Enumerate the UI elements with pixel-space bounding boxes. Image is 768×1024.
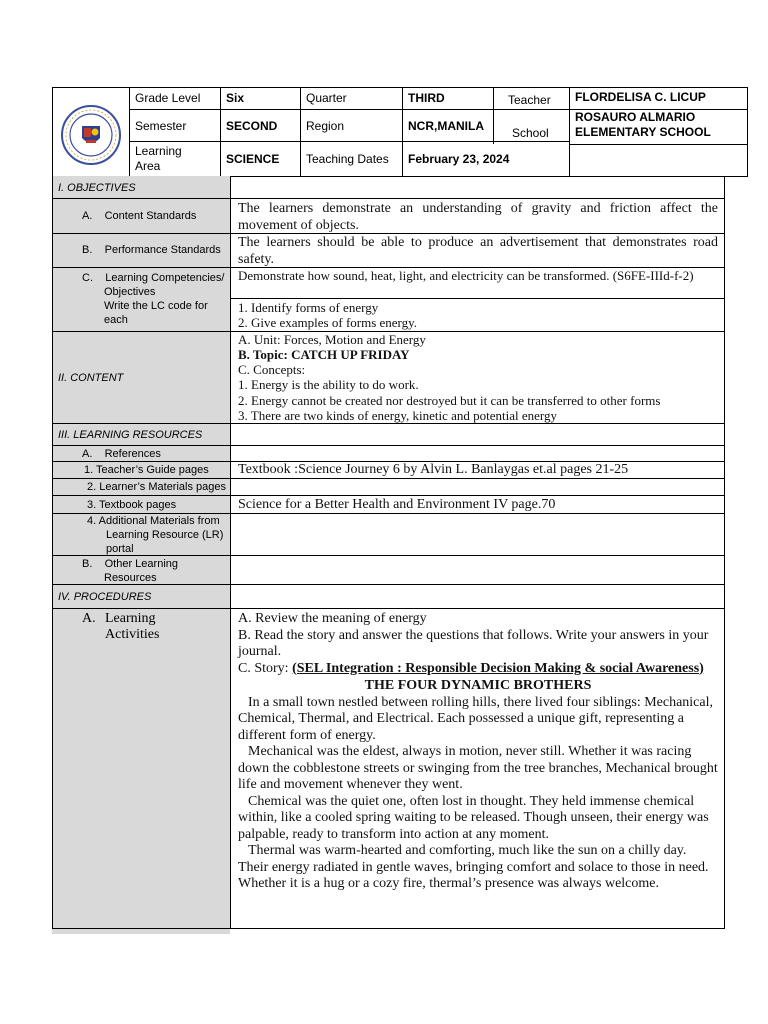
additional-label-3: portal [106,543,134,555]
textbook-value: Science for a Better Health and Environment IV page.70 [238,497,556,512]
school-value: ROSAURO ALMARIO ELEMENTARY SCHOOL [575,110,711,139]
other-resources-label-1: B. Other Learning [82,558,178,570]
story-paragraph-3: Chemical was the quiet one, often lost in thought. They held immense chemical within, like a cooled spring waiting to be released. Though unseen, their energy was palpable, ready to transform into action at any moment. [238,793,709,842]
story-prefix: C. Story: [238,660,293,676]
review-step: A. Review the meaning of energy [238,611,427,626]
resources-heading: III. LEARNING RESOURCES [58,429,203,441]
semester-label: Semester [135,119,187,133]
content-concept-3: 3. There are two kinds of energy, kinetic and potential energy [238,408,558,423]
teacher-label: Teacher [508,93,551,107]
content-topic: B. Topic: CATCH UP FRIDAY [238,347,410,362]
additional-label-2: Learning Resource (LR) [106,529,224,541]
references-label: A. References [82,448,161,460]
deped-seal-logo [60,104,122,166]
performance-standards-text: The learners should be able to produce an advertisement that demonstrates road safety. [238,235,718,267]
quarter-value: THIRD [408,91,445,105]
objectives-heading: I. OBJECTIVES [58,182,136,194]
content-standards-text: The learners demonstrate an understanding of gravity and friction affect the movement of objects. [238,201,718,233]
content-concepts: C. Concepts: [238,362,306,377]
content-concept-2: 2. Energy cannot be created nor destroyed but it can be transferred to other forms [238,393,661,408]
read-story-step: B. Read the story and answer the questions that follows. Write your answers in your journal. [238,627,709,659]
content-heading: II. CONTENT [58,372,124,384]
grade-level-value: Six [226,91,245,105]
teachers-guide-label: 1. Teacher’s Guide pages [84,464,209,476]
region-value: NCR,MANILA [408,119,484,133]
story-paragraph-2: Mechanical was the eldest, always in motion, never still. Whether it was racing down the cobblestone streets or swinging from the tree branches, Mechanical brought life and movement whenever they went. [238,744,718,792]
competency-text: Demonstrate how sound, heat, light, and electricity can be transformed. (S6FE-IIId-f-2) [238,268,694,283]
competencies-label-1: C. Learning Competencies/ [82,272,225,284]
other-resources-label-2: Resources [104,572,157,584]
procedures-heading: IV. PROCEDURES [58,591,152,603]
region-label: Region [306,119,345,133]
competencies-label-3: Write the LC code for [104,300,208,312]
learning-area-value: SCIENCE [226,152,280,166]
learning-activities-content [238,611,718,893]
content-standards-label: A. Content Standards [82,210,197,222]
competencies-label-4: each [104,314,128,326]
teacher-value: FLORDELISA C. LICUP [575,90,706,104]
content-concept-1: 1. Energy is the ability to do work. [238,377,419,392]
performance-standards-label: B. Performance Standards [82,244,221,256]
content-unit: A. Unit: Forces, Motion and Energy [238,332,426,347]
learning-activities-label-a: A. [82,611,96,626]
teaching-dates-value: February 23, 2024 [408,152,510,166]
learning-activities-label-1: Learning [105,611,156,626]
learners-materials-label: 2. Learner’s Materials pages [87,481,227,493]
teachers-guide-value: Textbook :Science Journey 6 by Alvin L. Banlaygas et.al pages 21-25 [238,462,629,477]
school-label: School [512,126,549,140]
story-title: THE FOUR DYNAMIC BROTHERS [364,678,592,693]
learning-area-label: Learning Area [135,144,182,173]
textbook-label: 3. Textbook pages [87,499,177,511]
objective-2: 2. Give examples of forms energy. [238,315,418,330]
grade-level-label: Grade Level [135,91,201,105]
objective-1: 1. Identify forms of energy [238,300,379,315]
competencies-label-2: Objectives [104,286,156,298]
learning-activities-label-2: Activities [105,627,160,642]
story-paragraph-4: Thermal was warm-hearted and comforting, much like the sun on a chilly day. Their energy radiated in gentle waves, bringing comfort and solace to those in need. Whether it is a hug or a cozy fire, thermal’s presence was always welcome. [238,843,709,891]
story-step [238,661,718,678]
sel-integration: (SEL Integration : Responsible Decision Making & social Awareness) [292,660,704,676]
quarter-label: Quarter [306,91,347,105]
teaching-dates-label: Teaching Dates [306,152,389,166]
additional-label-1: 4. Additional Materials from [87,515,220,527]
story-paragraph-1: In a small town nestled between rolling hills, there lived four siblings: Mechanical, Chemical, Thermal, and Electrical. Each possessed a unique gift, representing a different form of energy. [238,694,714,743]
semester-value: SECOND [226,119,278,133]
